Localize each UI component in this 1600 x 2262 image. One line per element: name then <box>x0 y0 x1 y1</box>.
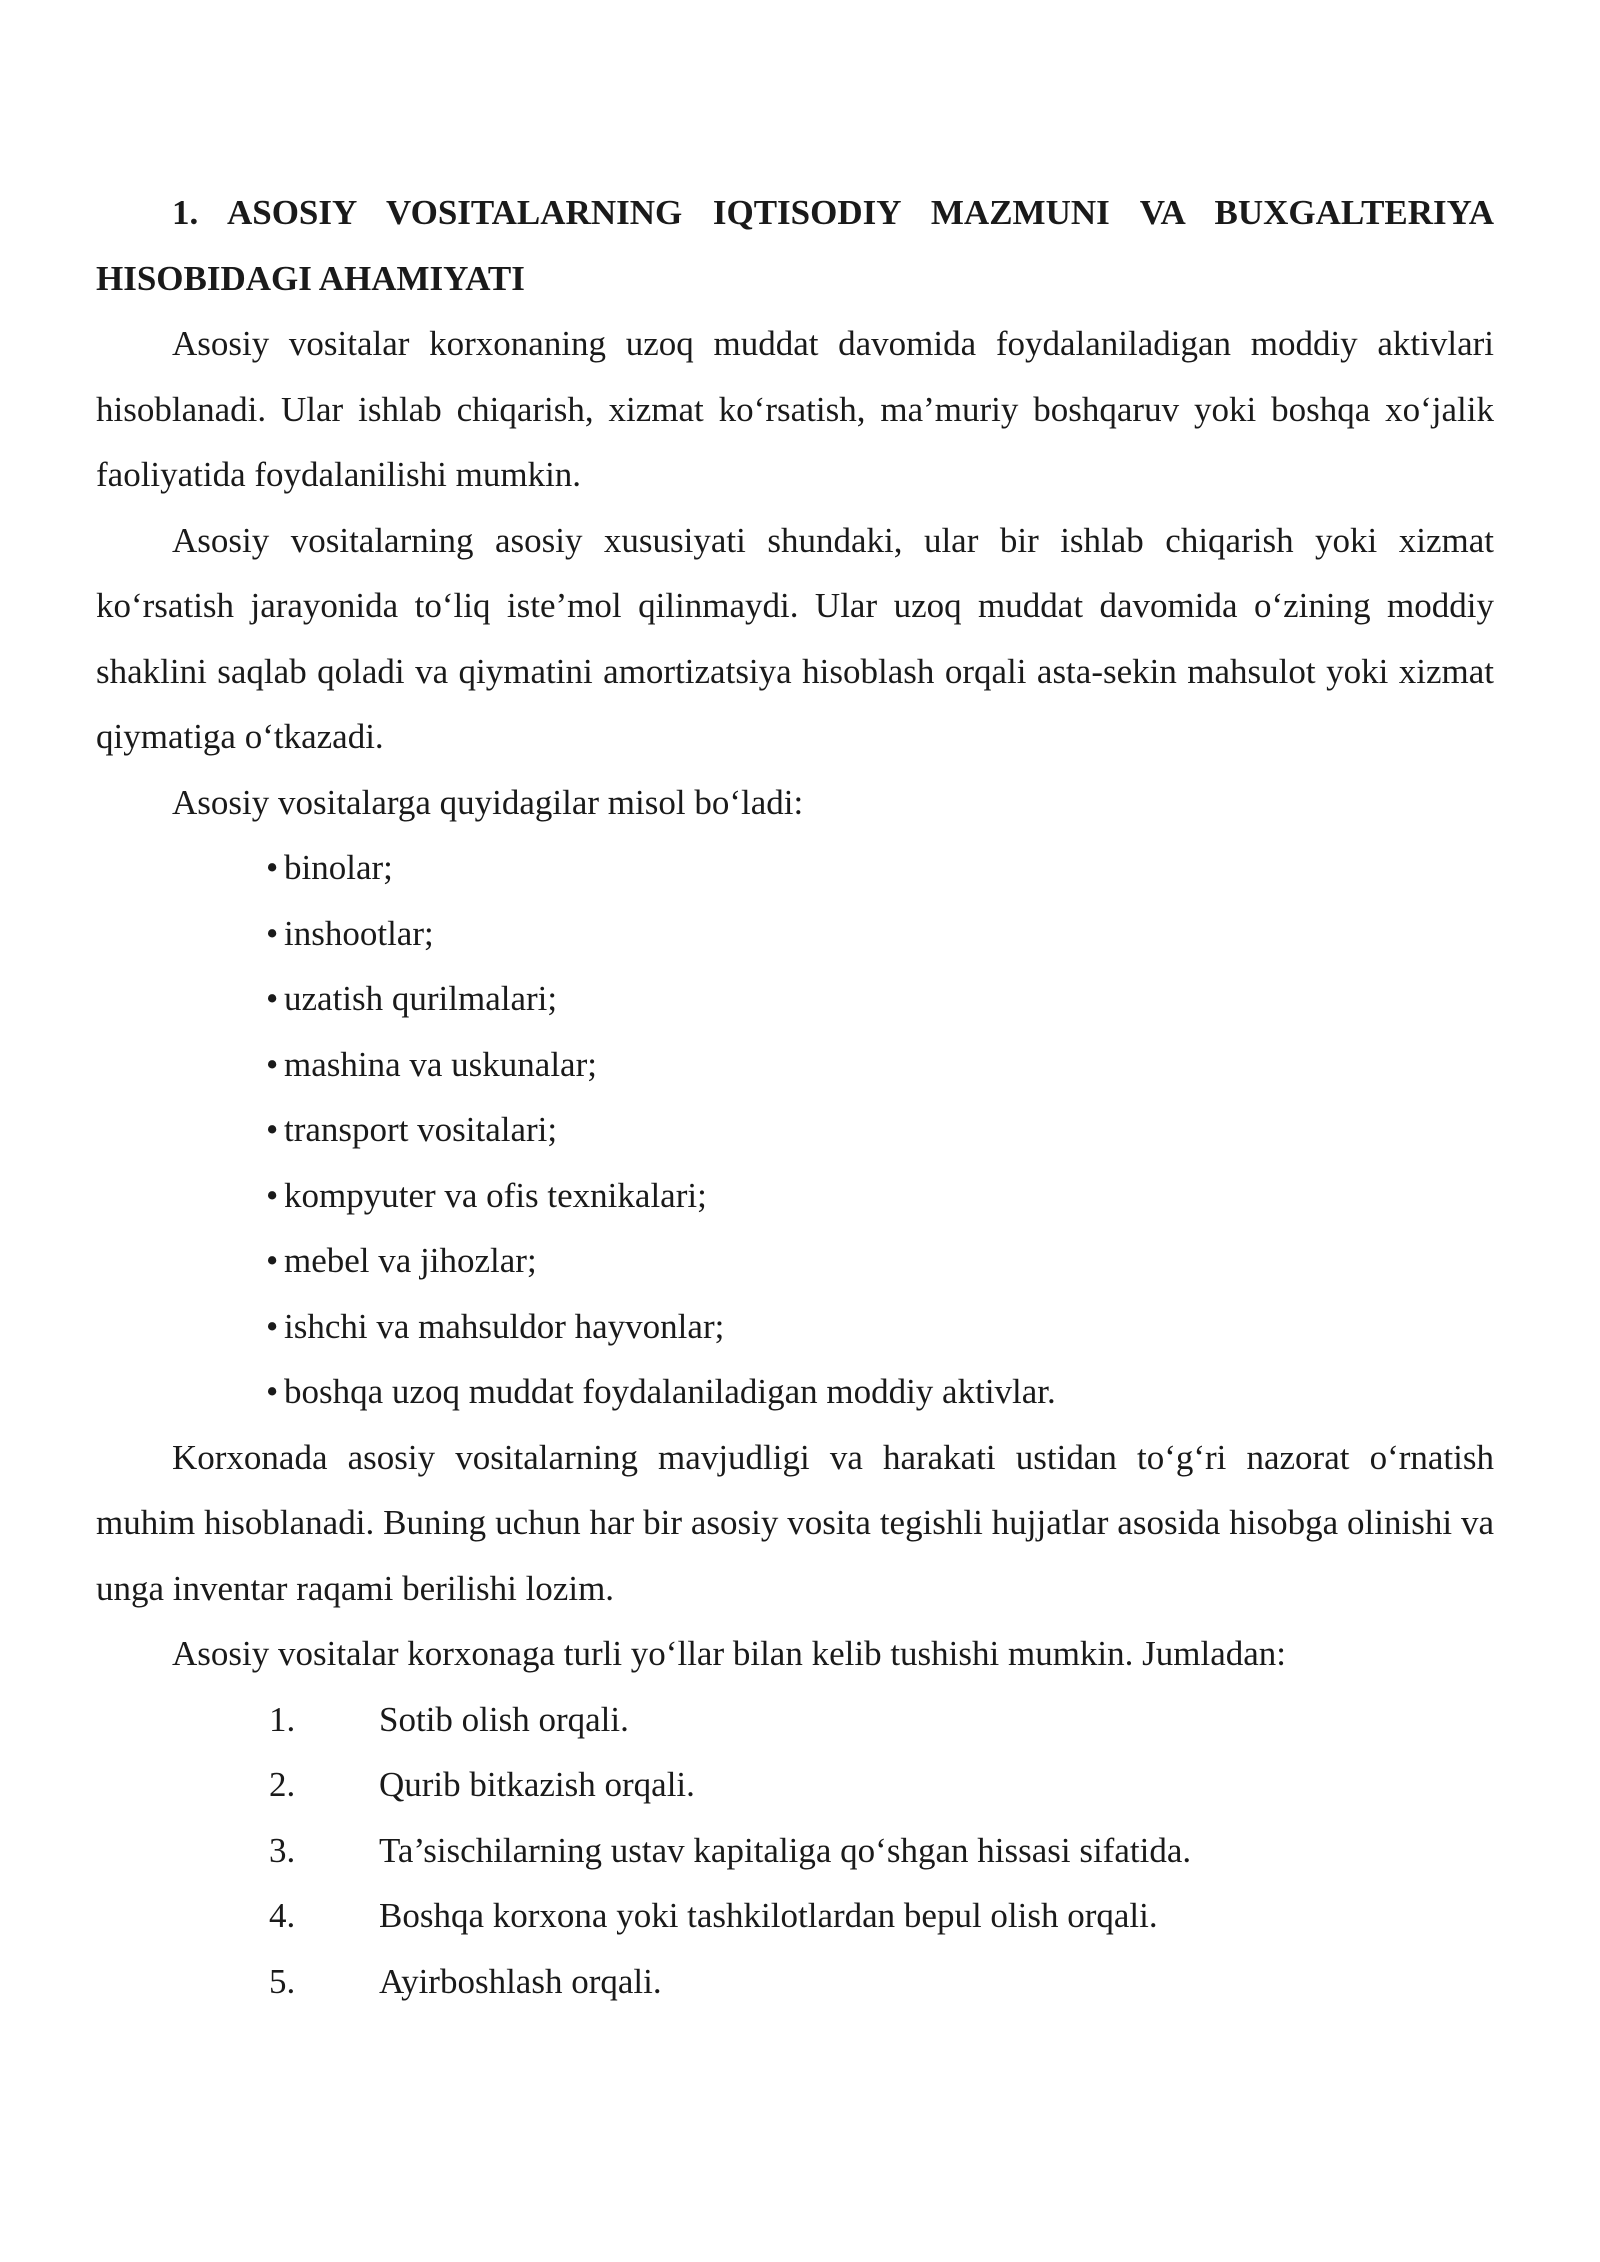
bullet-icon: • <box>266 1241 279 1280</box>
list-number: 5. <box>269 1961 296 2001</box>
list-item-text: Sotib olish orqali. <box>379 1699 629 1739</box>
list-item <box>266 966 1494 1032</box>
list-item <box>266 1228 1494 1294</box>
list-item-text: mashina va uskunalar; <box>284 1044 597 1084</box>
acquisition-numbered-list <box>96 1687 1494 2015</box>
bullet-icon: • <box>266 913 279 953</box>
list-item-text: binolar; <box>284 848 393 887</box>
list-item-text: uzatish qurilmalari; <box>284 979 558 1018</box>
list-item-text: transport vositalari; <box>284 1110 558 1149</box>
section-heading: 1. ASOSIY VOSITALARNING IQTISODIY MAZMUNI VA BUXGALTERIYA HISOBIDAGI AHAMIYATI <box>96 193 1494 298</box>
bullet-icon: • <box>266 1044 279 1084</box>
list-item <box>266 1359 1494 1425</box>
list-item-text: inshootlar; <box>284 913 434 953</box>
list-item-text: Ayirboshlash orqali. <box>379 1961 662 2001</box>
list-item <box>269 1818 1494 1884</box>
list-item <box>266 1294 1494 1360</box>
examples-bullet-list <box>96 835 1494 1425</box>
paragraph-acquisition-intro: Asosiy vositalar korxonaga turli yo‘llar bilan kelib tushishi mumkin. Jumladan: <box>172 1634 1287 1673</box>
list-item <box>266 1097 1494 1163</box>
list-number: 4. <box>269 1896 296 1935</box>
list-item-text: Qurib bitkazish orqali. <box>379 1765 695 1804</box>
list-item <box>269 1687 1494 1753</box>
list-item-text: kompyuter va ofis texnikalari; <box>284 1175 707 1215</box>
list-number: 2. <box>269 1765 296 1804</box>
list-item <box>266 1163 1494 1229</box>
list-item-text: Boshqa korxona yoki tashkilotlardan bepul olish orqali. <box>379 1896 1158 1935</box>
list-item-text: boshqa uzoq muddat foydalaniladigan moddiy aktivlar. <box>284 1372 1056 1411</box>
document-body <box>96 180 1494 2014</box>
bullet-icon: • <box>266 979 279 1018</box>
list-number: 1. <box>269 1699 296 1739</box>
list-item <box>266 1032 1494 1098</box>
bullet-icon: • <box>266 1372 279 1411</box>
paragraph-characteristics: Asosiy vositalarning asosiy xususiyati shundaki, ular bir ishlab chiqarish yoki xizmat ko‘rsatish jarayonida to‘liq iste’mol qilinmaydi. Ular uzoq muddat davomida o‘zining moddiy shaklini saqlab qoladi va qiymatini amortizatsiya hisoblash orqali asta-sekin mahsulot yoki xizmat qiymatiga o‘tkazadi. <box>96 520 1494 756</box>
list-number: 3. <box>269 1830 296 1870</box>
list-item <box>269 1949 1494 2015</box>
paragraph-definition: Asosiy vositalar korxonaning uzoq muddat davomida foydalaniladigan moddiy aktivlari hisoblanadi. Ular ishlab chiqarish, xizmat ko‘rsatish, ma’muriy boshqaruv yoki boshqa xo‘jalik faoliyatida foydalanilishi mumkin. <box>96 324 1494 494</box>
list-item <box>266 835 1494 901</box>
list-item <box>266 901 1494 967</box>
list-item-text: mebel va jihozlar; <box>284 1241 537 1280</box>
paragraph-control: Korxonada asosiy vositalarning mavjudligi va harakati ustidan to‘g‘ri nazorat o‘rnatish muhim hisoblanadi. Buning uchun har bir asosiy vosita tegishli hujjatlar asosida hisobga olinishi va unga inventar raqami berilishi lozim. <box>96 1437 1494 1608</box>
bullet-icon: • <box>266 1306 279 1346</box>
bullet-icon: • <box>266 848 279 887</box>
list-item <box>269 1752 1494 1818</box>
list-item-text: ishchi va mahsuldor hayvonlar; <box>284 1306 725 1346</box>
list-item-text: Ta’sischilarning ustav kapitaliga qo‘shgan hissasi sifatida. <box>379 1830 1192 1870</box>
list-item <box>269 1883 1494 1949</box>
bullet-icon: • <box>266 1110 279 1149</box>
paragraph-examples-intro: Asosiy vositalarga quyidagilar misol bo‘ladi: <box>172 782 804 822</box>
bullet-icon: • <box>266 1175 279 1215</box>
